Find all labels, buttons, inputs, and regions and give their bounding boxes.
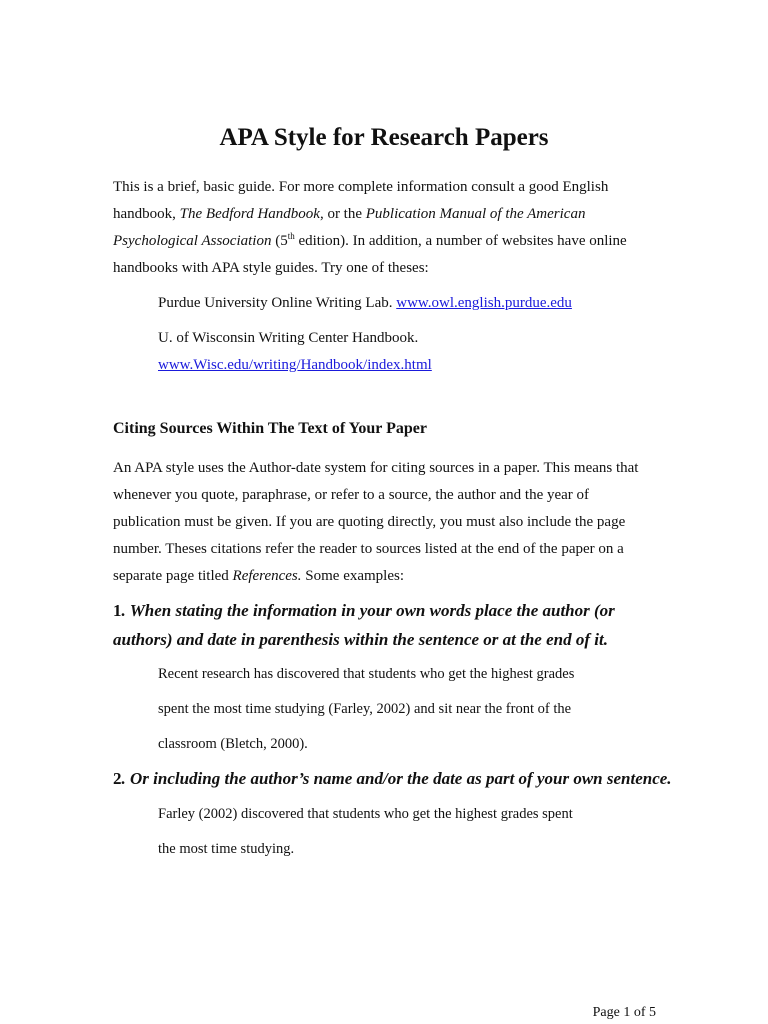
example-line: the most time studying. xyxy=(158,841,295,857)
intro-text-3: (5 xyxy=(271,233,288,249)
section-body-text-2: Some examples: xyxy=(301,568,405,584)
apa-manual-title: Publication Manual of the American Psychological Association xyxy=(113,206,586,249)
rule-1-example xyxy=(158,657,638,762)
intro-text-4: edition). In addition, a number of websites have online handbooks with APA style guides. Try one of theses: xyxy=(113,233,627,276)
rule-text: . When stating the information in your own words place the author (or authors) and date in parenthesis within the sentence or at the end of it. xyxy=(113,601,615,649)
resource-purdue xyxy=(158,295,572,312)
intro-paragraph xyxy=(113,174,653,282)
example-line: Farley (2002) discovered that students who get the highest grades spent xyxy=(158,806,573,822)
page-number-footer: Page 1 of 5 xyxy=(592,1005,656,1020)
section-body-paragraph xyxy=(113,455,658,590)
intro-text-2: , or the xyxy=(319,206,366,222)
section-body-text-1: An APA style uses the Author-date system for citing sources in a paper. This means that whenever you quote, paraphrase, or refer to a source, the author and the year of publication must be given. If you are quoting directly, you must also include the page number. Theses citations refer the reader to sources listed at the end of the paper on a separate page titled xyxy=(113,460,639,584)
wisconsin-handbook-link[interactable]: www.Wisc.edu/writing/Handbook/index.html xyxy=(158,357,432,373)
resource-purdue-label: Purdue University Online Writing Lab. xyxy=(158,295,397,311)
references-italic: References. xyxy=(232,568,302,584)
example-line: classroom (Bletch, 2000). xyxy=(158,736,308,752)
rule-number: 1 xyxy=(113,601,122,620)
document-title: APA Style for Research Papers xyxy=(219,124,549,151)
purdue-owl-link[interactable]: www.owl.english.purdue.edu xyxy=(396,295,572,311)
intro-text-1: This is a brief, basic guide. For more complete information consult a good English handbook, xyxy=(113,179,609,222)
resource-wisconsin-label: U. of Wisconsin Writing Center Handbook. xyxy=(158,330,419,346)
bedford-handbook-title: The Bedford Handbook xyxy=(179,206,320,222)
rule-1 xyxy=(113,596,673,654)
rule-2 xyxy=(113,764,673,793)
example-line: Recent research has discovered that students who get the highest grades xyxy=(158,666,575,682)
example-line: spent the most time studying (Farley, 2002) and sit near the front of the xyxy=(158,701,572,717)
rule-number: 2 xyxy=(113,769,122,788)
rule-text: . Or including the author’s name and/or the date as part of your own sentence. xyxy=(121,769,672,788)
resource-wisconsin xyxy=(158,357,432,374)
edition-superscript: th xyxy=(287,231,295,241)
section-heading: Citing Sources Within The Text of Your Paper xyxy=(113,420,427,437)
rule-2-example xyxy=(158,797,638,867)
